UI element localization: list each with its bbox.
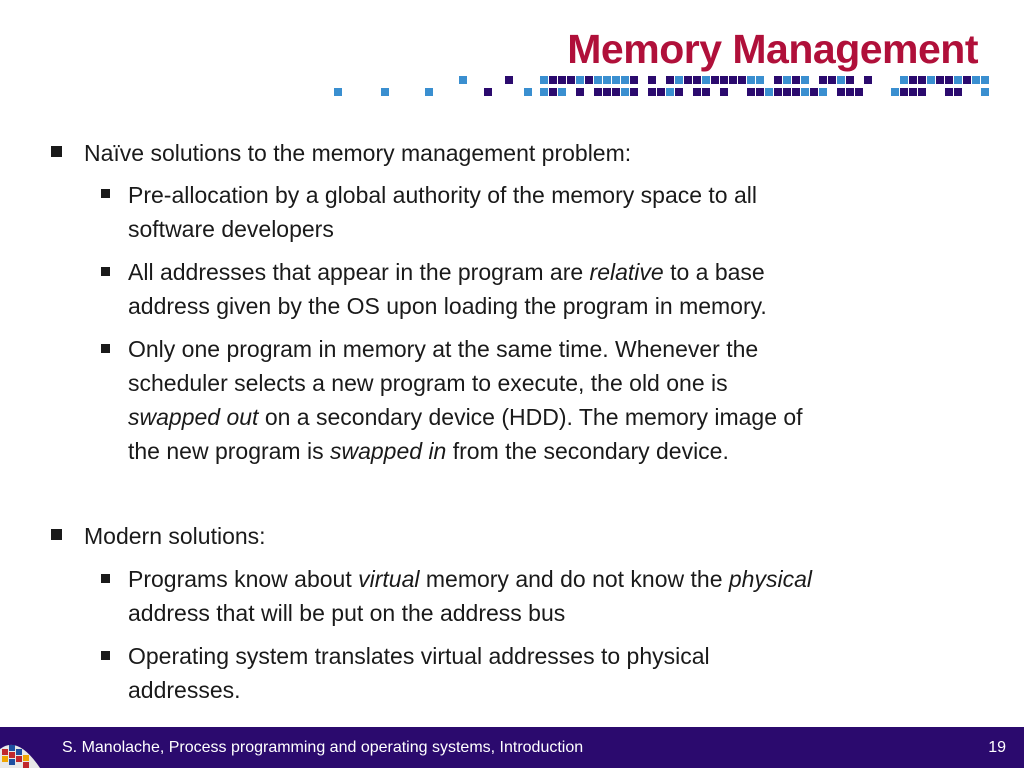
decorative-pixel xyxy=(891,88,899,96)
decorative-pixel xyxy=(675,76,683,84)
decorative-pixel xyxy=(819,76,827,84)
decorative-pixel xyxy=(801,88,809,96)
decorative-pixel xyxy=(828,76,836,84)
decorative-pixel xyxy=(594,88,602,96)
decorative-pixel xyxy=(819,88,827,96)
decorative-pixel xyxy=(657,88,665,96)
decorative-pixel xyxy=(963,76,971,84)
section-heading-modern: Modern solutions: xyxy=(84,523,266,549)
decorative-pixel xyxy=(702,88,710,96)
decorative-pixel xyxy=(900,76,908,84)
decorative-pixel xyxy=(334,88,342,96)
list-item: Programs know about virtual memory and do not know the physical address that will be put on the address bus xyxy=(128,566,812,626)
decorative-pixel xyxy=(540,76,548,84)
decorative-pixel xyxy=(783,76,791,84)
decorative-pixel xyxy=(846,88,854,96)
decorative-pixel xyxy=(558,76,566,84)
decorative-pixel xyxy=(738,76,746,84)
decorative-pixel xyxy=(747,76,755,84)
decorative-pixel xyxy=(594,76,602,84)
decorative-pixel xyxy=(648,76,656,84)
decorative-pixel xyxy=(585,76,593,84)
decorative-pixel xyxy=(918,76,926,84)
decorative-pixel xyxy=(459,76,467,84)
sub-bullet-square-icon xyxy=(101,267,110,276)
decorative-pixel xyxy=(918,88,926,96)
decorative-pixel xyxy=(675,88,683,96)
decorative-pixel xyxy=(846,76,854,84)
list-item: Pre-allocation by a global authority of the memory space to all software developers xyxy=(128,182,757,242)
decorative-pixel xyxy=(684,76,692,84)
decorative-pixel xyxy=(484,88,492,96)
decorative-pixel xyxy=(909,76,917,84)
decorative-pixel xyxy=(425,88,433,96)
decorative-pixel xyxy=(756,76,764,84)
list-item: Only one program in memory at the same time. Whenever the scheduler selects a new program to execute, the old one is swapped out on a secondary device (HDD). The memory image of the new program is swapped in from the secondary device. xyxy=(128,336,803,464)
decorative-pixel xyxy=(837,88,845,96)
decorative-pixel xyxy=(783,88,791,96)
decorative-pixel xyxy=(909,88,917,96)
sub-bullet-square-icon xyxy=(101,344,110,353)
decorative-pixel xyxy=(711,76,719,84)
bullet-square-icon xyxy=(51,146,62,157)
decorative-pixel xyxy=(549,88,557,96)
decorative-pixel xyxy=(954,88,962,96)
decorative-pixel xyxy=(756,88,764,96)
decorative-pixel xyxy=(855,88,863,96)
decorative-pixel xyxy=(558,88,566,96)
decorative-pixel xyxy=(576,88,584,96)
decorative-pixel xyxy=(603,88,611,96)
decorative-pixel xyxy=(693,88,701,96)
decorative-pixel xyxy=(702,76,710,84)
decorative-pixel xyxy=(729,76,737,84)
decorative-pixel xyxy=(549,76,557,84)
sub-bullet-square-icon xyxy=(101,651,110,660)
decorative-pixel xyxy=(630,76,638,84)
decorative-pixel xyxy=(693,76,701,84)
footer-text: S. Manolache, Process programming and operating systems, Introduction xyxy=(62,739,584,756)
decorative-pixel xyxy=(720,88,728,96)
decorative-pixel xyxy=(927,76,935,84)
decorative-pixel xyxy=(945,76,953,84)
sub-bullet-square-icon xyxy=(101,574,110,583)
decorative-pixel xyxy=(567,76,575,84)
page-number: 19 xyxy=(988,739,1006,756)
decorative-pixel xyxy=(720,76,728,84)
decorative-pixel xyxy=(524,88,532,96)
decorative-pixel-pattern xyxy=(0,0,1024,110)
decorative-pixel xyxy=(612,76,620,84)
footer-bar xyxy=(0,727,1024,768)
decorative-pixel xyxy=(837,76,845,84)
decorative-pixel xyxy=(621,88,629,96)
decorative-pixel xyxy=(381,88,389,96)
decorative-pixel xyxy=(505,76,513,84)
decorative-pixel xyxy=(864,76,872,84)
decorative-pixel xyxy=(540,88,548,96)
bullet-square-icon xyxy=(51,529,62,540)
decorative-pixel xyxy=(666,76,674,84)
decorative-pixel xyxy=(612,88,620,96)
slide-title: Memory Management xyxy=(567,26,978,72)
decorative-pixel xyxy=(630,88,638,96)
decorative-pixel xyxy=(801,76,809,84)
decorative-pixel xyxy=(648,88,656,96)
decorative-pixel xyxy=(792,88,800,96)
list-item: Operating system translates virtual addresses to physical addresses. xyxy=(128,643,710,703)
decorative-pixel xyxy=(747,88,755,96)
section-heading-naive: Naïve solutions to the memory management problem: xyxy=(84,140,632,166)
decorative-pixel xyxy=(972,76,980,84)
decorative-pixel xyxy=(765,88,773,96)
decorative-pixel xyxy=(774,88,782,96)
decorative-pixel xyxy=(774,76,782,84)
list-item: All addresses that appear in the program are relative to a base address given by the OS upon loading the program in memory. xyxy=(128,259,767,319)
decorative-pixel xyxy=(576,76,584,84)
decorative-pixel xyxy=(945,88,953,96)
decorative-pixel xyxy=(981,76,989,84)
university-logo-icon xyxy=(0,735,44,768)
decorative-pixel xyxy=(810,88,818,96)
sub-bullet-square-icon xyxy=(101,189,110,198)
decorative-pixel xyxy=(900,88,908,96)
decorative-pixel xyxy=(621,76,629,84)
decorative-pixel xyxy=(981,88,989,96)
decorative-pixel xyxy=(792,76,800,84)
decorative-pixel xyxy=(666,88,674,96)
decorative-pixel xyxy=(936,76,944,84)
decorative-pixel xyxy=(954,76,962,84)
decorative-pixel xyxy=(603,76,611,84)
